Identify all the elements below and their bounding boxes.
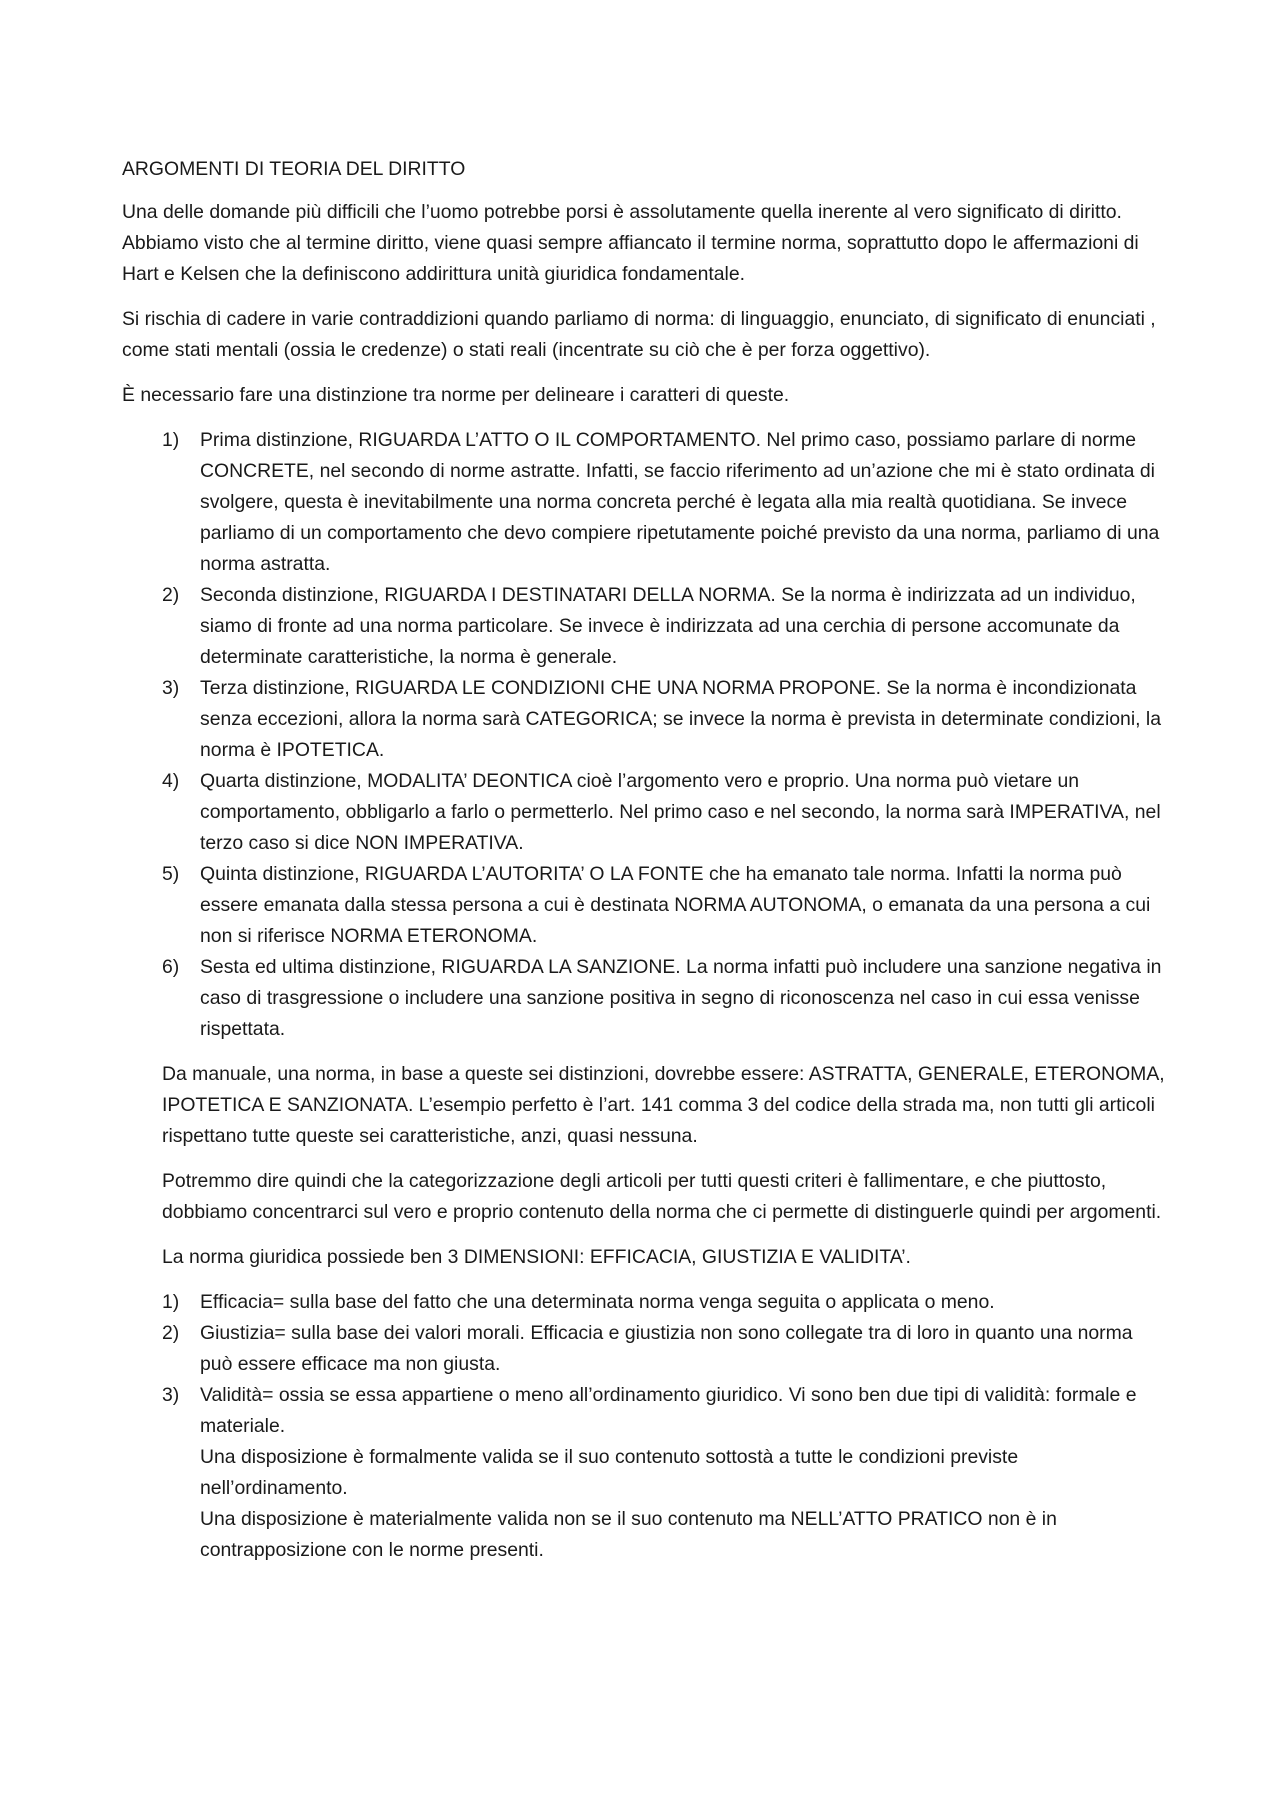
- list-item: [122, 1287, 1170, 1318]
- intro-paragraph-2: Si rischia di cadere in varie contraddizioni quando parliamo di norma: di linguaggio, enunciato, di significato di enunciati , come stati mentali (ossia le credenze) o stati reali (incentrate su ciò che è per forza oggettivo).: [122, 308, 1156, 361]
- distinctions-list: [122, 425, 1170, 1045]
- list-item: [122, 425, 1170, 580]
- list-item-number: 6): [162, 956, 180, 978]
- validity-formal-text: Una disposizione è formalmente valida se il suo contenuto sottostà a tutte le condizioni previste nell’ordinamento.: [200, 1446, 1019, 1499]
- list-item: [122, 859, 1170, 952]
- dimensions-list: [122, 1287, 1170, 1566]
- list-item-number: 4): [162, 770, 180, 792]
- list-item-number: 5): [162, 863, 180, 885]
- list-item-number: 3): [162, 677, 180, 699]
- list-item-text: Quarta distinzione, MODALITA’ DEONTICA cioè l’argomento vero e proprio. Una norma può vietare un comportamento, obbligarlo a farlo o permetterlo. Nel primo caso e nel secondo, la norma sarà IMPERATIVA, nel terzo caso si dice NON IMPERATIVA.: [200, 770, 1161, 854]
- intro-paragraph-3: È necessario fare una distinzione tra norme per delineare i caratteri di queste.: [122, 384, 790, 406]
- list-item: [122, 766, 1170, 859]
- list-item-text: Giustizia= sulla base dei valori morali. Efficacia e giustizia non sono collegate tra di loro in quanto una norma può essere efficace ma non giusta.: [200, 1322, 1133, 1375]
- list-item-number: 3): [162, 1384, 180, 1406]
- list-item-text: Terza distinzione, RIGUARDA LE CONDIZIONI CHE UNA NORMA PROPONE. Se la norma è incondizionata senza eccezioni, allora la norma sarà CATEGORICA; se invece la norma è prevista in determinate condizioni, la norma è IPOTETICA.: [200, 677, 1161, 761]
- middle-paragraph-3: La norma giuridica possiede ben 3 DIMENSIONI: EFFICACIA, GIUSTIZIA E VALIDITA’.: [162, 1246, 911, 1268]
- list-item: [122, 673, 1170, 766]
- list-item-number: 2): [162, 1322, 180, 1344]
- list-item-number: 1): [162, 1291, 180, 1313]
- list-item: [122, 1380, 1170, 1566]
- middle-paragraph-1: Da manuale, una norma, in base a queste sei distinzioni, dovrebbe essere: ASTRATTA, GENERALE, ETERONOMA, IPOTETICA E SANZIONATA. L’esempio perfetto è l’art. 141 comma 3 del codice della strada ma, non tutti gli articoli rispettano tutte queste sei caratteristiche, anzi, quasi nessuna.: [162, 1063, 1165, 1147]
- document-page: [122, 154, 1170, 1580]
- intro-paragraph-1: Una delle domande più difficili che l’uomo potrebbe porsi è assolutamente quella inerente al vero significato di diritto. Abbiamo visto che al termine diritto, viene quasi sempre affiancato il termine norma, soprattutto dopo le affermazioni di Hart e Kelsen che la definiscono addirittura unità giuridica fondamentale.: [122, 201, 1139, 285]
- list-item-text: Seconda distinzione, RIGUARDA I DESTINATARI DELLA NORMA. Se la norma è indirizzata ad un individuo, siamo di fronte ad una norma particolare. Se invece è indirizzata ad una cerchia di persone accomunate da determinate caratteristiche, la norma è generale.: [200, 584, 1136, 668]
- list-item: [122, 1318, 1170, 1380]
- list-item-text: Efficacia= sulla base del fatto che una determinata norma venga seguita o applicata o meno.: [200, 1291, 995, 1313]
- list-item-text: Validità= ossia se essa appartiene o meno all’ordinamento giuridico. Vi sono ben due tipi di validità: formale e materiale.: [200, 1384, 1137, 1437]
- list-item-number: 1): [162, 429, 180, 451]
- list-item-number: 2): [162, 584, 180, 606]
- list-item-text: Prima distinzione, RIGUARDA L’ATTO O IL COMPORTAMENTO. Nel primo caso, possiamo parlare di norme CONCRETE, nel secondo di norme astratte. Infatti, se faccio riferimento ad un’azione che mi è stato ordinata di svolgere, questa è inevitabilmente una norma concreta perché è legata alla mia realtà quotidiana. Se invece parliamo di un comportamento che devo compiere ripetutamente poiché previsto da una norma, parliamo di una norma astratta.: [200, 429, 1160, 575]
- list-item: [122, 580, 1170, 673]
- list-item-text: Quinta distinzione, RIGUARDA L’AUTORITA’ O LA FONTE che ha emanato tale norma. Infatti la norma può essere emanata dalla stessa persona a cui è destinata NORMA AUTONOMA, o emanata da una persona a cui non si riferisce NORMA ETERONOMA.: [200, 863, 1151, 947]
- list-item: [122, 952, 1170, 1045]
- list-item-text: Sesta ed ultima distinzione, RIGUARDA LA SANZIONE. La norma infatti può includere una sanzione negativa in caso di trasgressione o includere una sanzione positiva in segno di riconoscenza nel caso in cui essa venisse rispettata.: [200, 956, 1162, 1040]
- middle-paragraph-2: Potremmo dire quindi che la categorizzazione degli articoli per tutti questi criteri è fallimentare, e che piuttosto, dobbiamo concentrarci sul vero e proprio contenuto della norma che ci permette di distinguerle quindi per argomenti.: [162, 1170, 1162, 1223]
- validity-material-text: Una disposizione è materialmente valida non se il suo contenuto ma NELL’ATTO PRATICO non è in contrapposizione con le norme presenti.: [200, 1508, 1057, 1561]
- document-title: ARGOMENTI DI TEORIA DEL DIRITTO: [122, 158, 466, 180]
